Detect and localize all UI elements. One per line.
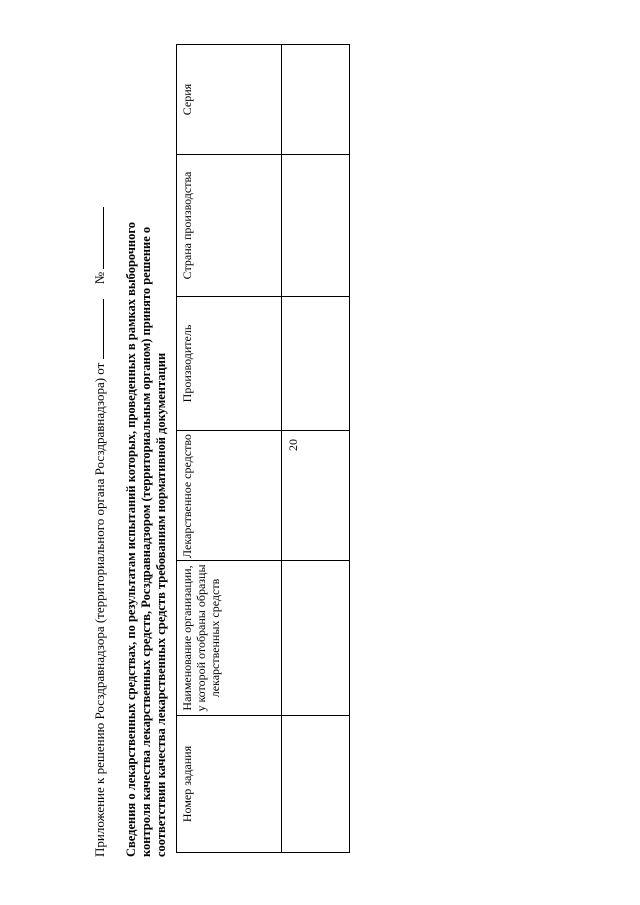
col-header-series: Серия [177, 45, 282, 155]
table-header-row [177, 45, 282, 853]
table-cell[interactable] [282, 297, 350, 431]
heading-line-2: контроля качества лекарственных средств, Росздравнадзором (территориальным органом) принято решение о [139, 226, 153, 857]
table-cell[interactable] [282, 561, 350, 716]
number-sign: № [92, 271, 107, 285]
rotated-document-body [90, 42, 362, 857]
heading-line-1: Сведения о лекарственных средствах, по результатам испытаний которых, проведенных в рамках выборочного [124, 222, 138, 857]
table-cell[interactable] [282, 155, 350, 297]
appendix-line [90, 42, 110, 857]
table-cell[interactable] [282, 716, 350, 853]
document-heading [124, 42, 169, 857]
col-header-country: Страна производства [177, 155, 282, 297]
medicines-table [176, 44, 350, 853]
col-header-manufacturer: Производитель [177, 297, 282, 431]
appendix-text: Приложение к решению Росздравнадзора (территориального органа Росздравнадзора) от [92, 362, 107, 857]
col-header-task-number: Номер задания [177, 716, 282, 853]
col-header-medicine: Лекарственное средство [177, 431, 282, 561]
table-row [282, 45, 350, 853]
page-number: 20 [286, 439, 300, 451]
number-blank [90, 207, 104, 269]
table-cell[interactable] [282, 431, 350, 561]
table-cell[interactable] [282, 45, 350, 155]
col-header-organization: Наименование организации, у которой отобраны образцы лекарственных средств [177, 561, 282, 716]
date-blank [90, 299, 104, 359]
heading-line-3: соответствии качества лекарственных средств требованиям нормативной документации [154, 352, 168, 857]
